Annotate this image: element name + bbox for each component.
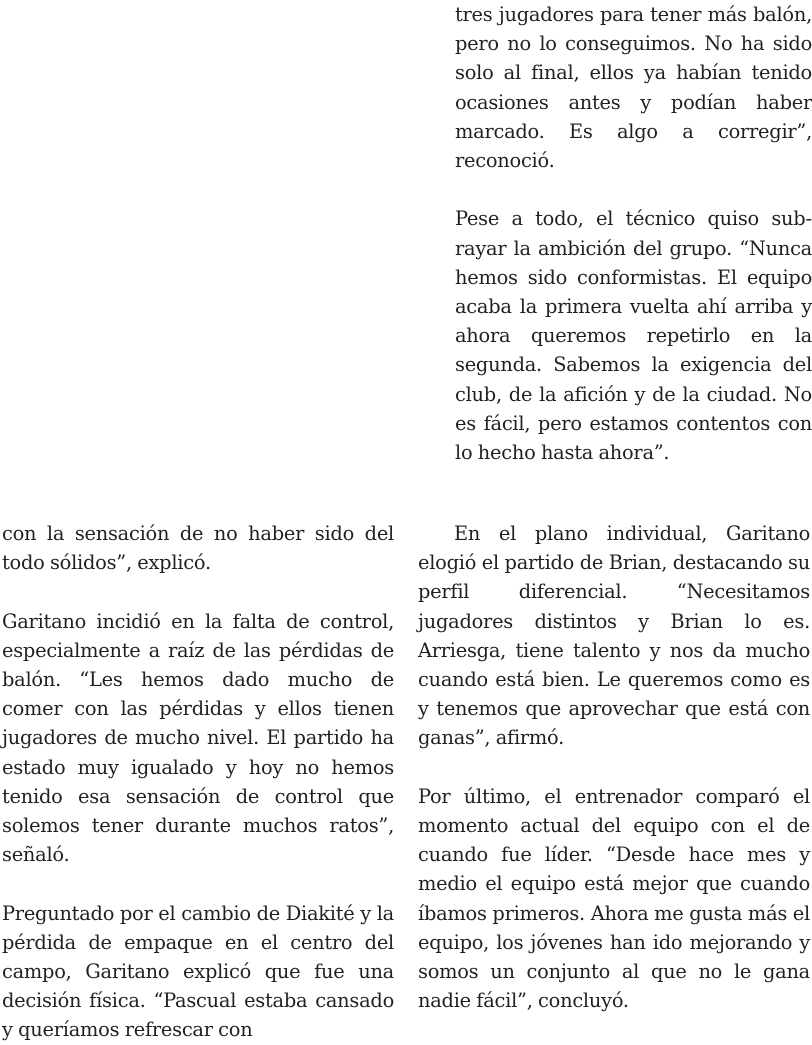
paragraph-ambition: Pese a todo, el técnico quiso subrayar la ambición del grupo. “Nunca hemos sido conformistas. El equipo acaba la primera vuelta ahí arriba y ahora queremos repetirlo en la segunda. Sabemos la exigencia del club, de la afición y de la ciudad. No es fácil, pero estamos contentos con lo hecho hasta ahora”. [455, 207, 812, 465]
paragraph-conclusion: Por último, el entrenador comparó el momento actual del equipo con el de cuando fue líder. “Desde hace mes y medio el equipo está mejor que cuando íbamos primeros. Ahora me gusta más el equipo, los jóvenes han ido mejorando y somos un conjunto al que no le gana nadie fácil”, concluyó. [418, 784, 810, 1013]
paragraph-brian: En el plano individual, Garitano elogió el partido de Brian, destacando su perfil diferencial. “Necesitamos jugadores distintos y Brian lo es. Arriesga, tiene talento y nos da mucho cuando está bien. Le queremos como es y tenemos que aprovechar que está con ganas”, afirmó. [418, 522, 810, 750]
paragraph-continuation-quote: tres jugadores para tener más balón, pero no lo conseguimos. No ha sido solo al final, ellos ya habían tenido ocasiones antes y podían haber marcado. Es algo a corregir”, reconoció. [455, 3, 812, 173]
paragraph-solidity: con la sensación de no haber sido del todo sólidos”, explicó. [2, 522, 394, 575]
right-column-bottom [418, 519, 810, 1015]
paragraph-diakite-change: Preguntado por el cambio de Diakité y la pérdida de empaque en el centro del campo, Garitano explicó que fue una decisión física. “Pascual estaba cansado y queríamos refrescar con [2, 901, 394, 1042]
left-column [2, 519, 394, 1045]
right-column-top [455, 0, 812, 467]
paragraph-control: Garitano incidió en la falta de control, especialmente a raíz de las pérdidas de balón. “Les hemos dado mucho de comer con las pérdidas y ellos tienen jugadores de mucho nivel. El partido ha estado muy igualado y hoy no hemos tenido esa sensación de control que solemos tener durante muchos ratos”, señaló. [2, 609, 394, 867]
